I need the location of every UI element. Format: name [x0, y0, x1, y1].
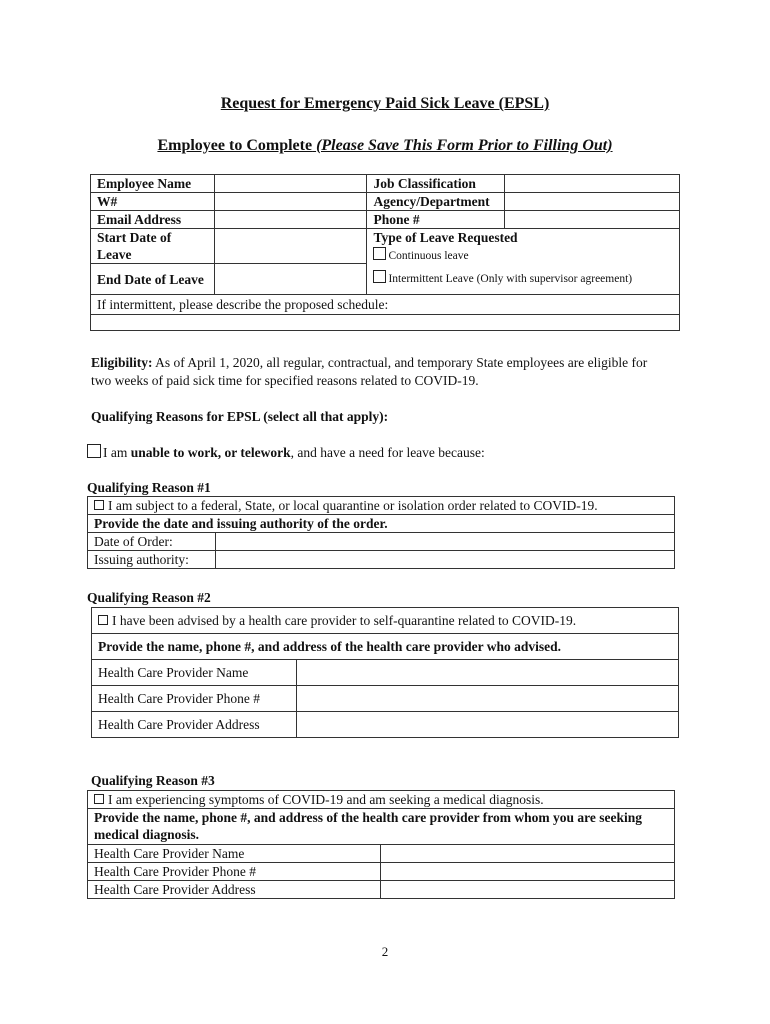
page-number: 2	[381, 944, 389, 959]
reason1-date-field[interactable]	[215, 533, 674, 551]
job-classification-field[interactable]	[505, 175, 680, 193]
reason1-date-label: Date of Order:	[88, 533, 216, 551]
unable-bold: unable to work, or telework	[130, 445, 291, 460]
employee-name-field[interactable]	[214, 175, 367, 193]
reason3-checkbox[interactable]	[94, 794, 104, 804]
reason3-table	[87, 790, 675, 899]
agency-field[interactable]	[505, 193, 680, 211]
reason3-name-field[interactable]	[380, 845, 674, 863]
eligibility-text: As of April 1, 2020, all regular, contractual, and temporary State employees are eligible for two weeks of paid sick time for specified reasons related to COVID-19.	[91, 355, 648, 388]
agency-label: Agency/Department	[367, 193, 505, 211]
reason1-table	[87, 496, 675, 569]
intermittent-leave-label: Intermittent Leave (Only with supervisor agreement)	[388, 273, 633, 285]
unable-suffix: , and have a need for leave because:	[290, 445, 485, 460]
end-date-label: End Date of Leave	[91, 264, 215, 295]
reason2-statement: I have been advised by a health care provider to self-quarantine related to COVID-19.	[112, 613, 577, 628]
reason2-heading: Qualifying Reason #2	[87, 590, 211, 605]
w-number-field[interactable]	[214, 193, 367, 211]
reason3-heading: Qualifying Reason #3	[91, 773, 215, 788]
reason3-statement: I am experiencing symptoms of COVID-19 and am seeking a medical diagnosis.	[108, 792, 544, 807]
reason1-statement: I am subject to a federal, State, or local quarantine or isolation order related to COVID-19.	[108, 498, 598, 513]
reason2-phone-label: Health Care Provider Phone #	[92, 686, 297, 712]
leave-type-cell	[367, 229, 680, 295]
eligibility-label: Eligibility:	[91, 355, 153, 370]
email-label: Email Address	[91, 211, 215, 229]
reason1-authority-label: Issuing authority:	[88, 551, 216, 569]
reason1-heading: Qualifying Reason #1	[87, 480, 211, 495]
reason3-name-label: Health Care Provider Name	[88, 845, 381, 863]
reason1-checkbox[interactable]	[94, 500, 104, 510]
reason2-name-field[interactable]	[296, 660, 678, 686]
phone-label: Phone #	[367, 211, 505, 229]
page-subtitle	[0, 137, 770, 155]
reason2-name-label: Health Care Provider Name	[92, 660, 297, 686]
reason2-address-label: Health Care Provider Address	[92, 712, 297, 738]
intermittent-schedule-field[interactable]	[91, 315, 680, 331]
qualifying-reasons-heading: Qualifying Reasons for EPSL (select all that apply):	[91, 409, 389, 424]
reason3-statement-row[interactable]	[88, 791, 675, 809]
continuous-leave-checkbox[interactable]	[373, 247, 386, 260]
w-number-label: W#	[91, 193, 215, 211]
reason3-phone-field[interactable]	[380, 863, 674, 881]
start-date-label: Start Date of Leave	[91, 229, 215, 264]
intermittent-leave-option[interactable]	[373, 270, 673, 288]
page-title: Request for Emergency Paid Sick Leave (EPSL)	[220, 95, 550, 112]
reason3-address-field[interactable]	[380, 881, 674, 899]
employee-name-label: Employee Name	[91, 175, 215, 193]
reason2-phone-field[interactable]	[296, 686, 678, 712]
reason2-table	[91, 607, 679, 738]
intermittent-leave-checkbox[interactable]	[373, 270, 386, 283]
intermittent-schedule-label: If intermittent, please describe the proposed schedule:	[91, 295, 680, 315]
reason3-instruction: Provide the name, phone #, and address of the health care provider from whom you are seeking medical diagnosis.	[88, 809, 675, 845]
eligibility-paragraph	[91, 354, 661, 390]
continuous-leave-label: Continuous leave	[388, 250, 469, 262]
start-date-field[interactable]	[214, 229, 367, 264]
reason1-authority-field[interactable]	[215, 551, 674, 569]
reason1-instruction: Provide the date and issuing authority of the order.	[88, 515, 675, 533]
reason1-statement-row[interactable]	[88, 497, 675, 515]
unable-prefix: I am	[103, 445, 128, 460]
end-date-field[interactable]	[214, 264, 367, 295]
reason2-instruction: Provide the name, phone #, and address of the health care provider who advised.	[92, 634, 679, 660]
unable-to-work-checkbox[interactable]	[87, 444, 101, 458]
job-classification-label: Job Classification	[367, 175, 505, 193]
unable-to-work-option[interactable]	[87, 444, 485, 462]
leave-type-label: Type of Leave Requested	[373, 230, 518, 245]
email-field[interactable]	[214, 211, 367, 229]
reason2-checkbox[interactable]	[98, 615, 108, 625]
reason2-statement-row[interactable]	[92, 608, 679, 634]
reason2-address-field[interactable]	[296, 712, 678, 738]
subtitle-note: (Please Save This Form Prior to Filling Out)	[316, 137, 613, 154]
reason3-phone-label: Health Care Provider Phone #	[88, 863, 381, 881]
employee-info-table	[90, 174, 680, 331]
continuous-leave-option[interactable]	[373, 247, 673, 265]
phone-field[interactable]	[505, 211, 680, 229]
subtitle-main: Employee to Complete	[157, 137, 313, 154]
reason3-address-label: Health Care Provider Address	[88, 881, 381, 899]
